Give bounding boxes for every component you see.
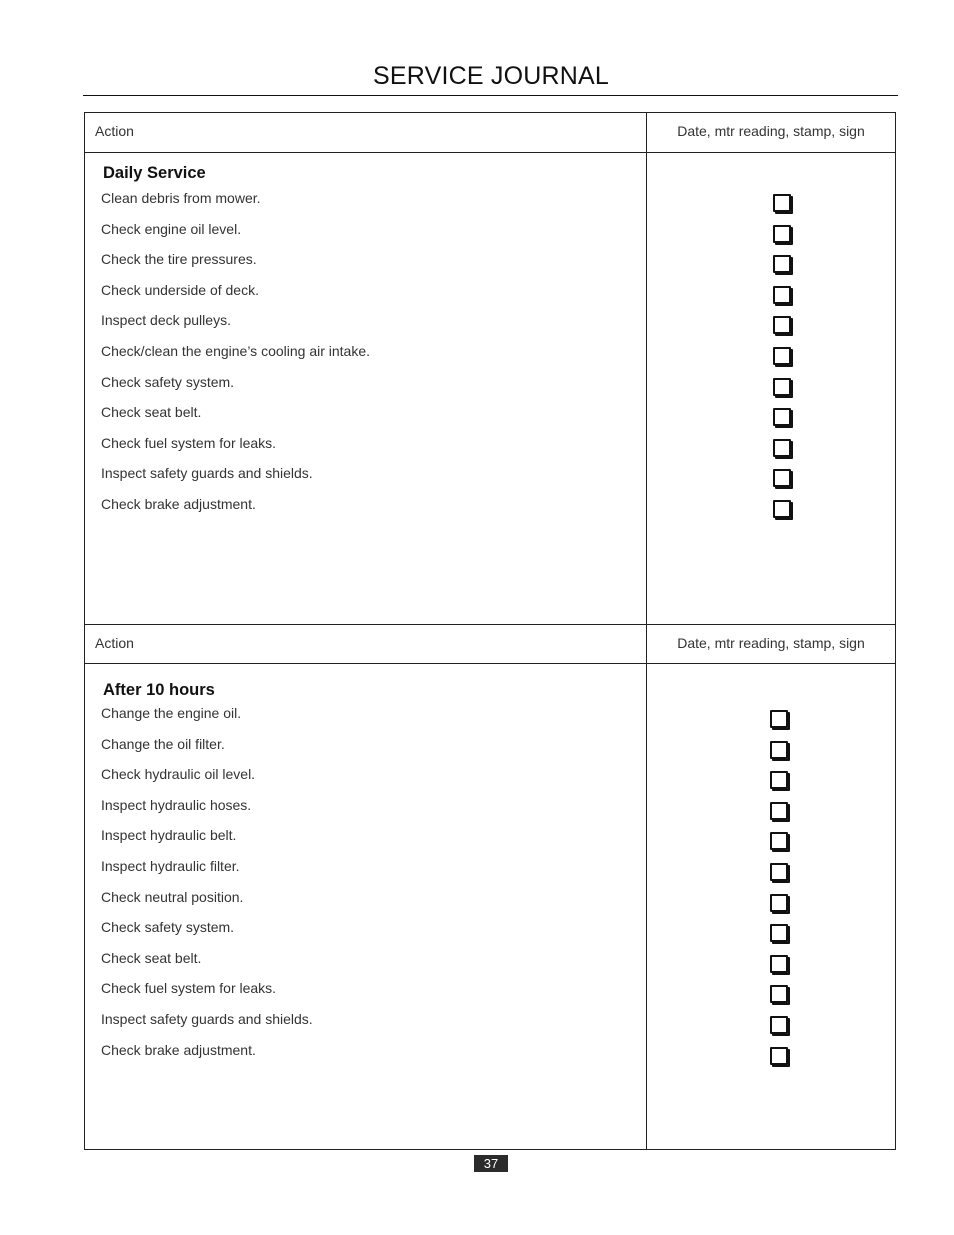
section-after-10-hours	[84, 625, 896, 1150]
checkbox[interactable]	[773, 378, 791, 396]
task-item: Clean debris from mower.	[101, 190, 261, 206]
checkbox[interactable]	[770, 802, 788, 820]
checkbox[interactable]	[770, 741, 788, 759]
task-item: Check underside of deck.	[101, 281, 259, 298]
section-header	[85, 625, 895, 664]
task-item: Check seat belt.	[101, 404, 202, 421]
checkbox-column	[770, 710, 788, 1077]
task-item: Inspect deck pulleys.	[101, 312, 231, 329]
checkbox[interactable]	[770, 771, 788, 789]
task-item: Check seat belt.	[101, 949, 202, 966]
task-item: Inspect safety guards and shields.	[101, 1010, 313, 1027]
checkbox[interactable]	[773, 255, 791, 273]
checkbox[interactable]	[770, 924, 788, 942]
task-item: Check neutral position.	[101, 888, 244, 905]
checkbox[interactable]	[773, 286, 791, 304]
checkbox[interactable]	[773, 347, 791, 365]
task-item: Check brake adjustment.	[101, 1041, 256, 1058]
task-item: Check brake adjustment.	[101, 495, 256, 512]
checkbox[interactable]	[770, 1016, 788, 1034]
title-rule	[83, 95, 898, 96]
task-item: Check fuel system for leaks.	[101, 980, 277, 997]
checkbox[interactable]	[773, 194, 791, 212]
checkbox[interactable]	[770, 955, 788, 973]
section-daily-service	[84, 112, 896, 625]
task-item: Inspect hydraulic belt.	[101, 827, 237, 844]
checkbox[interactable]	[770, 985, 788, 1003]
header-date-reading: Date, mtr reading, stamp, sign	[677, 635, 865, 651]
task-list	[101, 705, 313, 1072]
task-item: Check the tire pressures.	[101, 251, 257, 268]
checkbox[interactable]	[773, 469, 791, 487]
header-action: Action	[95, 635, 134, 651]
section-heading: Daily Service	[103, 164, 206, 182]
task-item: Inspect safety guards and shields.	[101, 465, 313, 482]
task-item: Inspect hydraulic filter.	[101, 857, 240, 874]
checkbox-column	[773, 194, 791, 531]
task-item: Check fuel system for leaks.	[101, 434, 277, 451]
task-list	[101, 190, 370, 527]
task-item: Check engine oil level.	[101, 220, 242, 237]
checkbox[interactable]	[770, 894, 788, 912]
section-header	[85, 113, 895, 153]
task-item: Inspect hydraulic hoses.	[101, 796, 252, 813]
checkbox[interactable]	[770, 832, 788, 850]
checkbox[interactable]	[773, 408, 791, 426]
checkbox[interactable]	[773, 500, 791, 518]
page-number: 37	[474, 1155, 508, 1172]
page-title: SERVICE JOURNAL	[373, 62, 609, 90]
task-item: Check safety system.	[101, 919, 235, 936]
checkbox[interactable]	[770, 1047, 788, 1065]
checkbox[interactable]	[770, 863, 788, 881]
checkbox[interactable]	[773, 316, 791, 334]
task-item: Check hydraulic oil level.	[101, 766, 256, 783]
checkbox[interactable]	[773, 439, 791, 457]
checkbox[interactable]	[773, 225, 791, 243]
task-item: Check/clean the engine’s cooling air intake.	[101, 342, 371, 359]
header-action: Action	[95, 123, 134, 139]
task-item: Check safety system.	[101, 373, 235, 390]
checkbox[interactable]	[770, 710, 788, 728]
header-date-reading: Date, mtr reading, stamp, sign	[677, 123, 865, 139]
section-heading: After 10 hours	[103, 681, 215, 699]
column-divider	[646, 625, 647, 1149]
column-divider	[646, 113, 647, 624]
task-item: Change the engine oil.	[101, 705, 242, 721]
task-item: Change the oil filter.	[101, 735, 225, 752]
